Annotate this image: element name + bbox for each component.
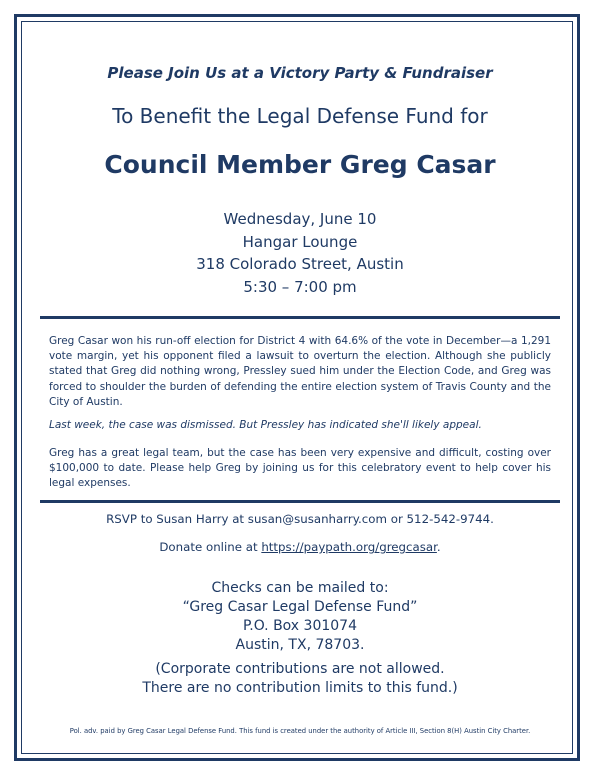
- event-address: 318 Colorado Street, Austin: [196, 255, 404, 273]
- donate-link[interactable]: https://paypath.org/gregcasar: [261, 540, 437, 554]
- donate-prefix: Donate online at: [159, 540, 262, 554]
- body-paragraph-2: Last week, the case was dismissed. But Pressley has indicated she'll likely appeal.: [49, 419, 482, 431]
- divider-bottom: [40, 500, 560, 503]
- disclaimer-footer: Pol. adv. paid by Greg Casar Legal Defense Fund. This fund is created under the authority of Article III, Section 8(H) Austin City Charter.: [69, 727, 531, 735]
- checks-intro: Checks can be mailed to:: [211, 580, 389, 596]
- event-details: [0, 208, 600, 298]
- rsvp-line: RSVP to Susan Harry at susan@susanharry.com or 512-542-9744.: [106, 512, 494, 526]
- checks-city: Austin, TX, 78703.: [235, 637, 365, 653]
- divider-top: [40, 316, 560, 319]
- honoree-name: Council Member Greg Casar: [104, 150, 496, 179]
- donate-suffix: .: [436, 540, 441, 554]
- invitation-headline: Please Join Us at a Victory Party & Fundraiser: [107, 64, 493, 82]
- checks-payee: “Greg Casar Legal Defense Fund”: [182, 599, 418, 615]
- body-paragraph-3: Greg has a great legal team, but the case has been very expensive and difficult, costing over $100,000 to date. Please help Greg by joining us for this celebratory event to help cover his legal expenses.: [49, 447, 551, 490]
- body-paragraph-1: Greg Casar won his run-off election for District 4 with 64.6% of the vote in December—a 1,291 vote margin, yet his opponent filed a lawsuit to overturn the election. Although she publicly stated that Greg did nothing wrong, Pressley sued him under the Election Code, and Greg was forced to shoulder the burden of defending the entire election system of Travis County and the City of Austin.: [49, 335, 551, 408]
- note-line-2: There are no contribution limits to this fund.): [142, 680, 458, 696]
- event-venue: Hangar Lounge: [242, 232, 358, 251]
- event-date: Wednesday, June 10: [223, 210, 377, 228]
- donate-line: [0, 540, 600, 554]
- contribution-note: [0, 660, 600, 698]
- note-line-1: (Corporate contributions are not allowed.: [155, 661, 445, 677]
- event-time: 5:30 – 7:00 pm: [243, 277, 357, 296]
- checks-block: [0, 579, 600, 655]
- benefit-line: To Benefit the Legal Defense Fund for: [112, 104, 488, 128]
- checks-po-box: P.O. Box 301074: [243, 618, 357, 634]
